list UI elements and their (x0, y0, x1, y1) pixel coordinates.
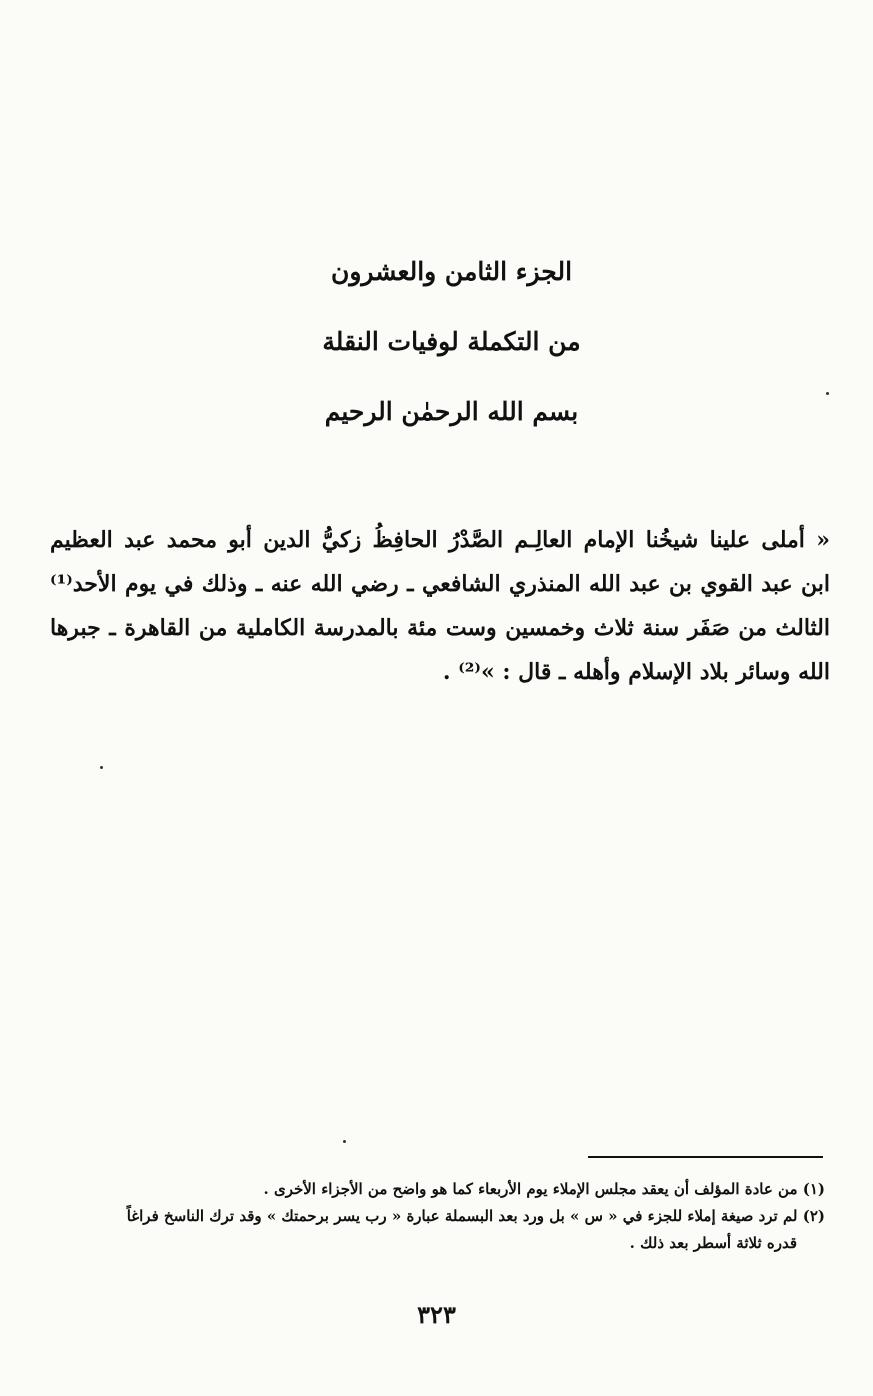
footnote-2-line-2: قدره ثلاثة أسطر بعد ذلك . (629, 1234, 797, 1252)
footnote-1: (١) من عادة المؤلف أن يعقد مجلس الإملاء يوم الأربعاء كما هو واضح من الأجزاء الأخرى . (263, 1180, 825, 1198)
scan-speck (343, 1140, 346, 1143)
book-title: من التكملة لوفيات النقلة (322, 327, 581, 356)
part-title: الجزء الثامن والعشرون (330, 257, 573, 286)
scan-speck (826, 392, 829, 395)
dictation-paragraph (50, 518, 830, 694)
paragraph-line-1: « أملى علينا شيخُنا الإمام العالِـم الصَّدْرُ الحافِظُ زكيُّ الدين أبو محمد عبد العظيم (50, 527, 830, 553)
footnote-2-line-1: (٢) لم ترد صيغة إملاء للجزء في « س » بل ورد بعد البسملة عبارة « رب يسر برحمتك » وقد ترك الناسخ فراغاً (126, 1207, 825, 1225)
footnotes (50, 1176, 825, 1257)
page-number: ٣٢٣ (417, 1300, 456, 1329)
footnote-divider (588, 1156, 823, 1158)
paragraph-line-4: الله وسائر بلاد الإسلام وأهله ـ قال : »⁽²⁾ . (442, 659, 830, 685)
basmala: بسم الله الرحمٰن الرحيم (324, 397, 579, 426)
scan-speck (100, 766, 103, 769)
paragraph-line-3: الثالث من صَفَر سنة ثلاث وخمسين وست مئة بالمدرسة الكاملية من القاهرة ـ جبرها (50, 615, 830, 641)
paragraph-line-2: ابن عبد القوي بن عبد الله المنذري الشافعي ـ رضي الله عنه ـ وذلك في يوم الأحد⁽¹⁾ (50, 571, 830, 597)
